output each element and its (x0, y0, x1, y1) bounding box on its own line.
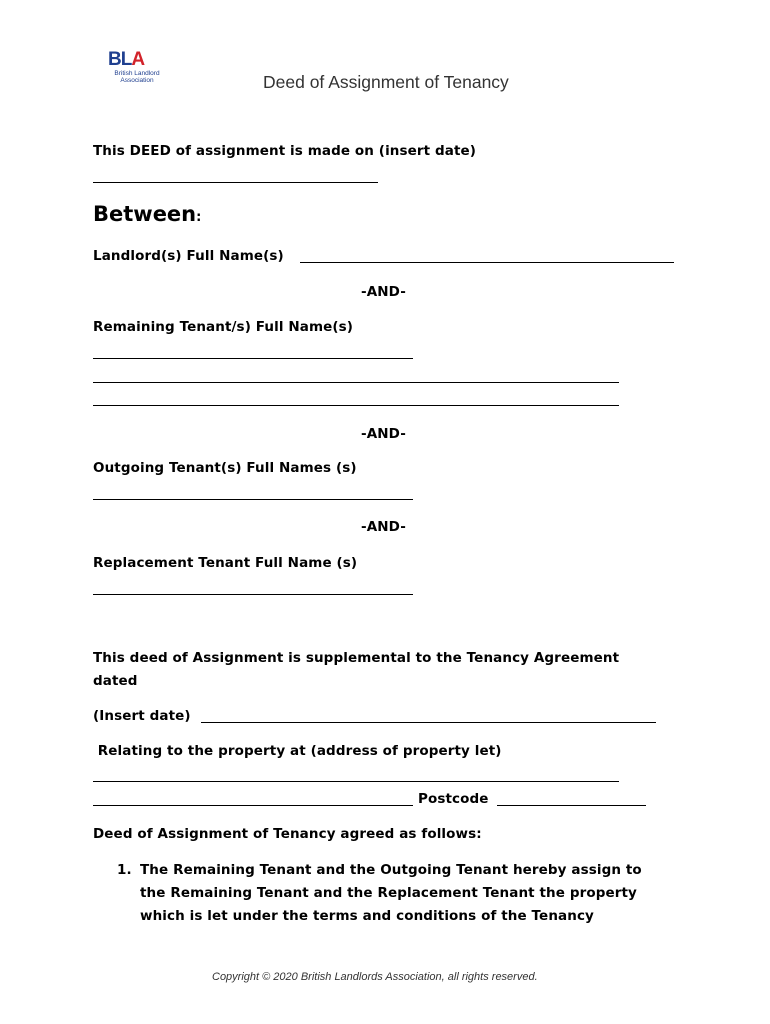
logo-mark-a: A (131, 49, 145, 70)
landlord-name-line[interactable] (300, 262, 674, 263)
property-label: Relating to the property at (address of property let) (93, 743, 502, 759)
property-address-line-1[interactable] (93, 781, 619, 782)
bla-logo (104, 50, 184, 86)
remaining-tenant-line-3[interactable] (93, 405, 619, 406)
and-separator-1: -AND- (361, 284, 406, 300)
between-text: Between (93, 202, 197, 226)
clause-1-line-2: the Remaining Tenant and the Replacement Tenant the property (140, 885, 637, 901)
remaining-tenant-line-2[interactable] (93, 382, 619, 383)
tenancy-date-line[interactable] (201, 722, 656, 723)
logo-mark (108, 50, 144, 69)
insert-date-label: (Insert date) (93, 708, 196, 724)
and-separator-3: -AND- (361, 519, 406, 535)
clause-1-line-3: which is let under the terms and conditions of the Tenancy (140, 908, 594, 924)
outgoing-tenant-line[interactable] (93, 499, 413, 500)
intro-text: This DEED of assignment is made on (insert date) (93, 143, 477, 159)
supplemental-text-line-1: This deed of Assignment is supplemental to the Tenancy Agreement (93, 650, 620, 666)
postcode-line[interactable] (497, 805, 646, 806)
property-address-line-2[interactable] (93, 805, 413, 806)
logo-line-1: British Landlord (114, 70, 160, 77)
replacement-tenant-line[interactable] (93, 594, 413, 595)
remaining-tenant-label: Remaining Tenant/s) Full Name(s) (93, 319, 354, 335)
logo-mark-bl: BL (108, 49, 132, 70)
agreed-heading: Deed of Assignment of Tenancy agreed as follows: (93, 826, 482, 842)
postcode-label: Postcode (418, 791, 494, 807)
deed-date-line[interactable] (93, 182, 378, 183)
copyright-footer: Copyright © 2020 British Landlords Association, all rights reserved. (212, 971, 538, 983)
between-colon: : (196, 210, 202, 225)
landlord-label: Landlord(s) Full Name(s) (93, 248, 289, 264)
and-separator-2: -AND- (361, 426, 406, 442)
outgoing-tenant-label: Outgoing Tenant(s) Full Names (s) (93, 460, 357, 476)
replacement-tenant-label: Replacement Tenant Full Name (s) (93, 555, 358, 571)
supplemental-text-line-2: dated (93, 673, 138, 689)
clause-1-number: 1. (117, 862, 132, 878)
clause-1-line-1: The Remaining Tenant and the Outgoing Tenant hereby assign to (140, 862, 642, 878)
remaining-tenant-line-1[interactable] (93, 358, 413, 359)
between-heading (93, 202, 201, 226)
document-title: Deed of Assignment of Tenancy (263, 72, 509, 92)
logo-line-2: Association (120, 77, 154, 84)
